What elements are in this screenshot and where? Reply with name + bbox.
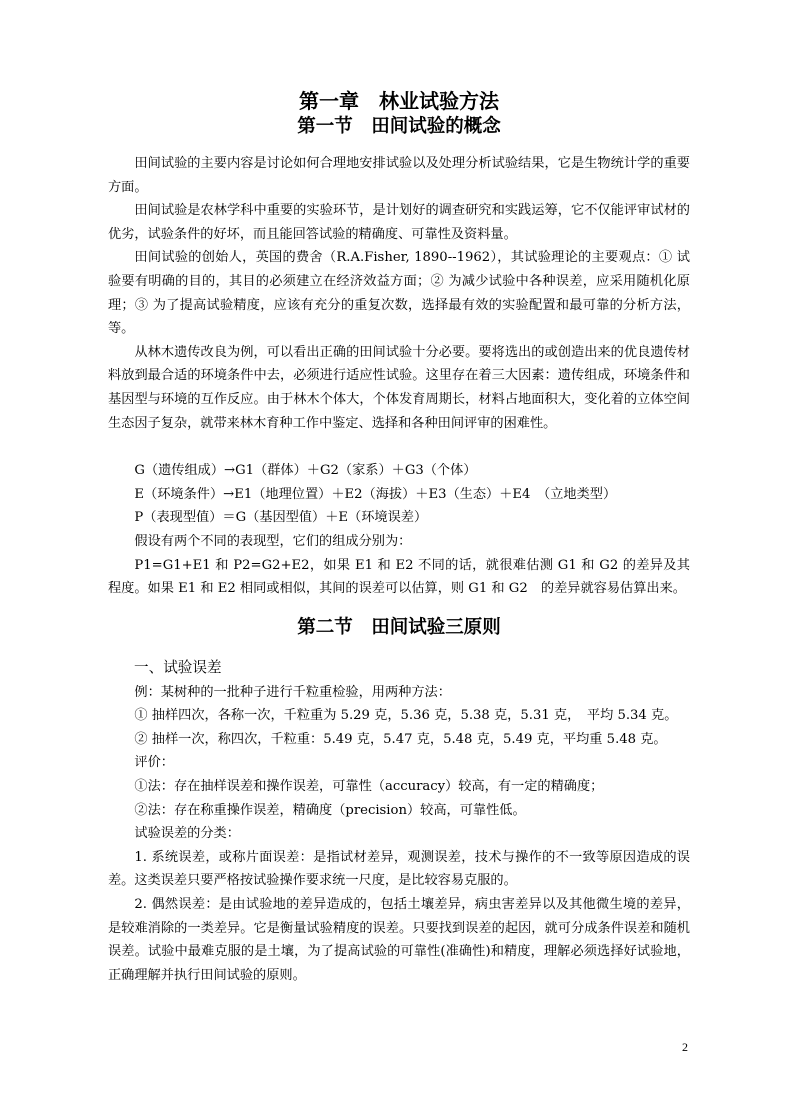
text-line: 例：某树种的一批种子进行千粒重检验，用两种方法： xyxy=(134,684,451,700)
section1-title: 第一节 田间试验的概念 xyxy=(297,116,501,137)
formula-line: E（环境条件）→E1（地理位置）＋E2（海拔）＋E3（生态）＋E4 （立地类型） xyxy=(134,486,617,502)
text-line: 试验误差的分类： xyxy=(134,826,240,842)
text-line: 评价： xyxy=(134,755,174,771)
document-page xyxy=(108,88,690,987)
text-line: ② 抽样一次，称四次，千粒重：5.49 克，5.47 克，5.48 克，5.49 克，平均重 5.48 克。 xyxy=(134,731,667,747)
paragraph: P1=G1+E1 和 P2=G2+E2，如果 E1 和 E2 不同的话，就很难估测 G1 和 G2 的差异及其程度。如果 E1 和 E2 相同或相似，其间的误差可以估算，则 G1 和 G2 的差异就容易估算出来。 xyxy=(108,557,690,597)
paragraph: 田间试验是农林学科中重要的实验环节，是计划好的调查研究和实践运筹，它不仅能评审试材的优劣，试验条件的好坏，而且能回答试验的精确度、可靠性及资料量。 xyxy=(108,203,690,242)
formula-line: P（表现型值）＝G（基因型值）＋E（环境误差） xyxy=(134,510,428,526)
paragraph: 2. 偶然误差：是由试验地的差异造成的，包括土壤差异，病虫害差异以及其他微生境的差异，是较难消除的一类差异。它是衡量试验精度的误差。只要找到误差的起因，就可分成条件误差和随机误差。试验中最难克服的是土壤，为了提高试验的可靠性(准确性)和精度，理解必须选择好试验地，正确理解并执行田间试验的原则。 xyxy=(108,897,690,983)
spacer xyxy=(108,435,690,459)
text-line: ① 抽样四次，各称一次，千粒重为 5.29 克，5.36 克，5.38 克，5.31 克， 平均 5.34 克。 xyxy=(134,708,678,724)
formula-line: 假设有两个不同的表现型，它们的组成分别为： xyxy=(134,533,412,549)
paragraph: 田间试验的主要内容是讨论如何合理地安排试验以及处理分析试验结果，它是生物统计学的重要方面。 xyxy=(108,156,690,195)
text-line: ②法：存在称重操作误差，精确度（precision）较高，可靠性低。 xyxy=(134,802,526,818)
paragraph: 1. 系统误差，或称片面误差：是指试材差异，观测误差，技术与操作的不一致等原因造成的误差。这类误差只要严格按试验操作要求统一尺度，是比较容易克服的。 xyxy=(108,849,690,889)
subheading: 一、试验误差 xyxy=(134,658,222,676)
section2-title: 第二节 田间试验三原则 xyxy=(297,616,501,638)
paragraph: 田间试验的创始人，英国的费舍（R.A.Fisher, 1890--1962），其试验理论的主要观点：① 试验要有明确的目的，其目的必须建立在经济效益方面；② 为减少试验中各种误差，应采用随机化原理；③ 为了提高试验精度，应该有充分的重复次数，选择最有效的实验配置和最可靠的分析方法，等。 xyxy=(108,250,690,337)
text-line: ①法：存在抽样误差和操作误差，可靠性（accuracy）较高，有一定的精确度； xyxy=(134,779,604,795)
paragraph: 从林木遗传改良为例，可以看出正确的田间试验十分必要。要将选出的或创造出来的优良遗传材料放到最合适的环境条件中去，必须进行适应性试验。这里存在着三大因素：遗传组成，环境条件和基因型与环境的互作反应。由于林木个体大，个体发育周期长，材料占地面积大，变化着的立体空间生态因子复杂，就带来林木育种工作中鉴定、选择和各种田间评审的困难性。 xyxy=(108,344,690,431)
chapter-title: 第一章 林业试验方法 xyxy=(299,89,499,113)
page-number: 2 xyxy=(682,1040,688,1054)
formula-line: G（遗传组成）→G1（群体）＋G2（家系）＋G3（个体） xyxy=(134,463,477,479)
